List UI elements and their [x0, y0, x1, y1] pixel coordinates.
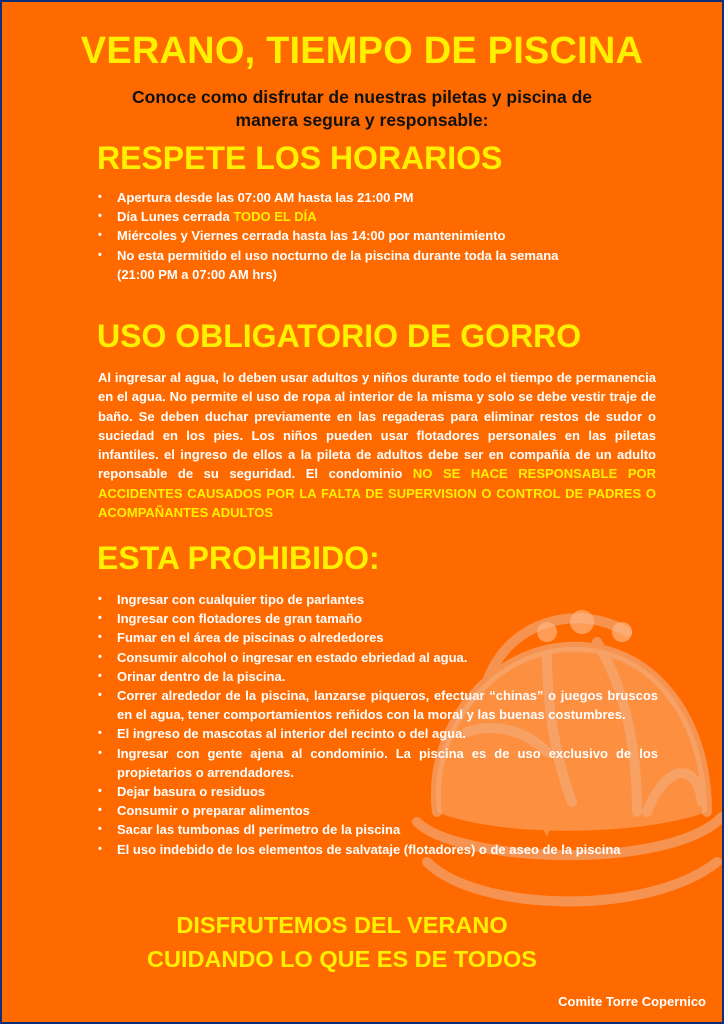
list-item: • Ingresar con cualquier tipo de parlantes — [98, 590, 658, 609]
list-item: • Ingresar con flotadores de gran tamaño — [98, 609, 658, 628]
list-item: • Día Lunes cerrada TODO EL DÍA — [98, 207, 568, 226]
closing-line-1: DISFRUTEMOS DEL VERANO — [176, 912, 508, 938]
page-title: VERANO, TIEMPO DE PISCINA — [80, 30, 644, 72]
heading-horarios: RESPETE LOS HORARIOS — [97, 140, 503, 176]
closing-message — [62, 908, 622, 976]
gorro-paragraph: Al ingresar al agua, lo deben usar adultos y niños durante todo el tiempo de permanencia en el agua. No permite el uso de ropa al interior de la misma y solo se debe vestir traje de baño. Se deben duchar previamente en las regaderas para eliminar restos de sudor o suciedad en los pies. Los niños pueden usar flotadores personales en las piletas infantiles. el ingreso de ellos a la pileta de adultos debe ser en compañía de un adulto reponsable de su seguridad. El condominio NO SE HACE RESPONSABLE POR ACCIDENTES CAUSADOS POR LA FALTA DE SUPERVISION O CONTROL DE PADRES O ACOMPAÑANTES ADULTOS — [98, 370, 656, 521]
horarios-list — [98, 188, 568, 284]
prohibido-list — [98, 590, 658, 859]
highlight-text: NO SE HACE RESPONSABLE POR ACCIDENTES CAUSADOS POR LA FALTA DE SUPERVISION O CONTROL DE PADRES O ACOMPAÑANTES ADULTOS — [98, 466, 656, 521]
list-item: • No esta permitido el uso nocturno de la piscina durante toda la semana (21:00 PM a 07:00 AM hrs) — [98, 246, 568, 284]
list-item: • Consumir o preparar alimentos — [98, 801, 658, 820]
list-item: • Consumir alcohol o ingresar en estado ebriedad al agua. — [98, 648, 658, 667]
poster-content — [2, 2, 722, 1022]
list-item: • El uso indebido de los elementos de salvataje (flotadores) o de aseo de la piscina — [98, 840, 658, 859]
closing-line-2: CUIDANDO LO QUE ES DE TODOS — [147, 946, 537, 972]
subtitle: Conoce como disfrutar de nuestras piletas y piscina de manera segura y responsable: — [132, 87, 592, 130]
list-item: • Correr alrededor de la piscina, lanzarse piqueros, efectuar “chinas” o juegos bruscos en el agua, tener comportamientos reñidos con la moral y las buenas costumbres. — [98, 686, 658, 724]
list-item: • Sacar las tumbonas dl perímetro de la piscina — [98, 820, 658, 839]
list-item: • Dejar basura o residuos — [98, 782, 658, 801]
heading-gorro: USO OBLIGATORIO DE GORRO — [97, 318, 582, 354]
heading-prohibido: ESTA PROHIBIDO: — [97, 540, 380, 576]
footer-signature: Comite Torre Copernico — [558, 994, 706, 1009]
highlight-text: TODO EL DÍA — [233, 209, 317, 225]
list-item: • Apertura desde las 07:00 AM hasta las 21:00 PM — [98, 188, 568, 207]
list-item: • El ingreso de mascotas al interior del recinto o del agua. — [98, 724, 658, 743]
list-item: • Fumar en el área de piscinas o alrededores — [98, 628, 658, 647]
list-item: • Orinar dentro de la piscina. — [98, 667, 658, 686]
list-item: • Miércoles y Viernes cerrada hasta las 14:00 por mantenimiento — [98, 226, 568, 245]
list-item: • Ingresar con gente ajena al condominio. La piscina es de uso exclusivo de los propietarios o arrendadores. — [98, 744, 658, 782]
